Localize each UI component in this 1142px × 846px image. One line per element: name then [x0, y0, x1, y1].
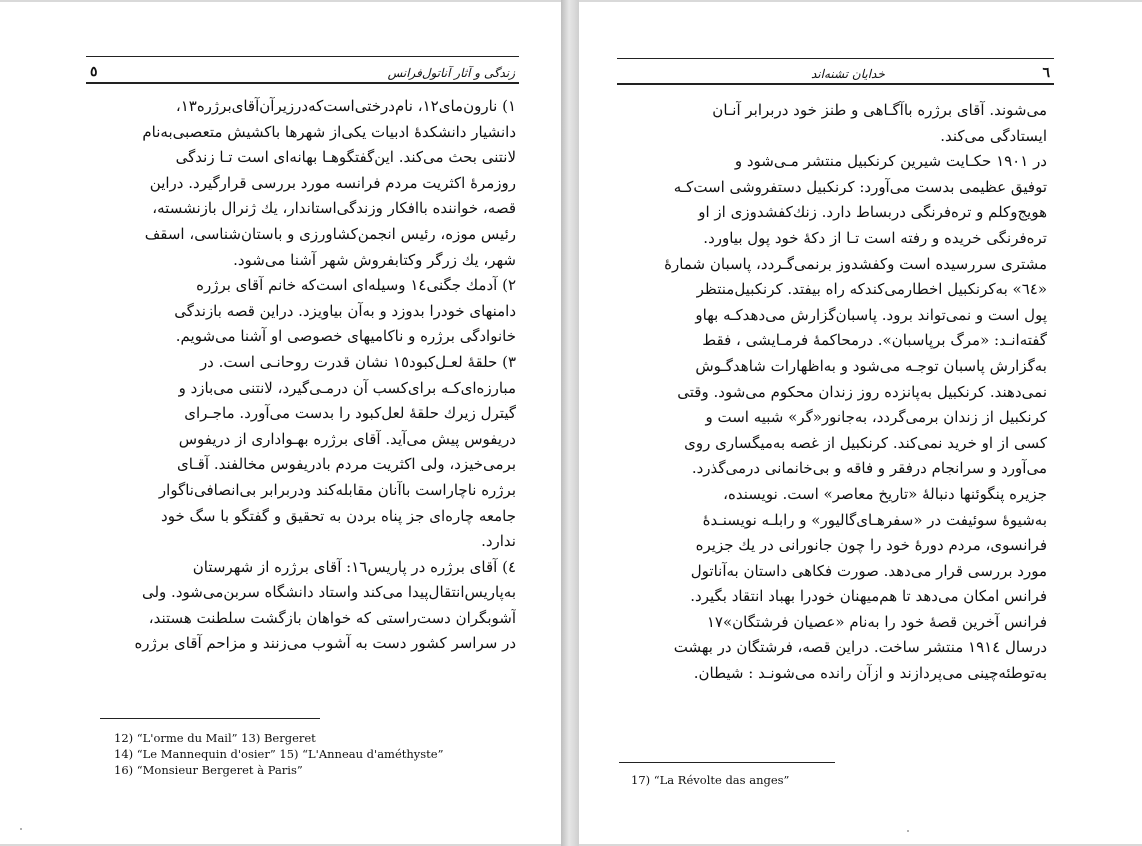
text-line: مورد بررسی قرار می‌دهد. صورت فکاهی داستان به‌آناتول [690, 561, 1047, 580]
header-rule-top [617, 58, 1054, 59]
text-line: برمی‌خیزد، ولی اکثریت مردم بادریفوس مخالفند. آقـای [177, 455, 516, 474]
text-line: فرانسوی، مردم دورهٔ خود را چون جانورانی در یك جزیره [695, 536, 1047, 555]
text-line: گفته‌انـد: «مرگ برپاسبان». درمحاکمهٔ فرمـایشی ، فقط [702, 331, 1047, 350]
text-line: «٦٤» به‌کرنکبیل اخطارمی‌کندکه راه بیفتد. کرنکبیل‌منتظر [696, 280, 1047, 299]
text-line: مبارزه‌ای‌کـه برای‌کسب آن درمـی‌گیرد، لانتنی می‌بازد و [178, 378, 516, 397]
header-rule-top [86, 56, 519, 57]
text-line: روزمرهٔ اکثریت مردم فرانسه مورد بررسی قرار‌گیرد. دراین [149, 173, 516, 192]
footnote-rule [619, 762, 835, 763]
footnote: 16) “Monsieur Bergeret à Paris” [114, 763, 303, 777]
text-line: دریفوس پیش می‌آید. آقای برژره بهـواداری از دریفوس [178, 429, 516, 448]
text-line: جزیره پنگوئنها دنبالهٔ «تاریخ معاصر» است. نویسنده، [723, 484, 1047, 503]
text-line: آشوبگران دست‌راستی که خواهان بازگشت سلطنت هستند، [148, 608, 516, 627]
text-line: مشتری سررسیده است وکفشدوز برنمی‌گـردد، پاسبان شمارهٔ [664, 254, 1047, 273]
text-line: تره‌فرنگی خریده و رفته است تـا از دکهٔ خود پول بیاورد. [703, 228, 1047, 247]
text-line: به‌پاریس‌انتقال‌پیدا می‌کند واستاد دانشگاه سربن‌می‌شود. ولی [141, 583, 516, 602]
body-text [623, 98, 1047, 687]
body-text [92, 94, 516, 657]
book-gutter [561, 0, 579, 846]
text-line: کرنکبیل از زندان برمی‌گردد، به‌جانور«گر» شبیه است و [705, 408, 1047, 427]
text-line: به‌گزارش پاسبان توجـه می‌شود و به‌اظهارات شاهدگـوش [695, 356, 1047, 375]
text-line: در سراسر کشور دست به آشوب می‌زنند و مزاحم آقای برژره [134, 634, 516, 653]
right-page [579, 2, 1142, 844]
footnotes [631, 772, 931, 788]
text-line: می‌شوند. آقای برژره باآگـاهی و طنز خود دربرابر آنـان [712, 101, 1047, 119]
text-line: دانشیار دانشکدهٔ ادبیات یکی‌از شهرها باکشیش متعصبی‌به‌نام [142, 122, 516, 141]
text-line: ١) نارون‌مای١٢، نام‌درختی‌است‌که‌درزیرآن‌آقای‌برژره١٣، [175, 97, 516, 115]
running-header [617, 60, 1054, 82]
scan-speck [20, 828, 22, 830]
text-line: هویج‌وکلم و تره‌فرنگی دربساط دارد. زنك‌کفشدوزی از او [698, 203, 1047, 222]
text-line: پول است و نمی‌تواند برود. پاسبان‌گزارش می‌دهدکـه بهاو [695, 305, 1047, 324]
left-page [0, 2, 561, 844]
footnotes [114, 730, 534, 778]
page-number: ٥ [90, 64, 98, 80]
text-line: گیترل زیرك حلقهٔ لعل‌کبود را بدست می‌آورد. ماجـرای [184, 404, 516, 423]
running-header [86, 59, 519, 81]
text-line: کسی از او خرید نمی‌کند. کرنکبیل از غصه به‌میگساری روی [684, 433, 1047, 452]
text-line: درسال ١٩١٤ منتشر ساخت. دراین قصه، فرشتگان در بهشت [673, 638, 1047, 657]
header-rule-bottom [617, 83, 1054, 85]
scan-speck [907, 830, 909, 832]
footnote: 17) “La Révolte das anges” [631, 773, 790, 787]
footnote: 12) “L'orme du Mail” 13) Bergeret [114, 731, 316, 745]
text-line: قصه، خواننده باافکار وزندگی‌استاندار، یك ژنرال بازنشسته، [152, 199, 516, 218]
text-line: فرانس امکان می‌دهد تا هم‌میهنان خودرا بهباد انتقاد بگیرد. [690, 587, 1047, 606]
text-line: لانتنی بحث می‌کند. این‌گفتگوهـا بهانه‌ای است تـا زندگی [175, 148, 516, 167]
running-head-title: زندگی و آثار آناتول‌فرانس [387, 66, 515, 80]
running-head-title: خدایان تشنه‌اند [811, 67, 885, 81]
text-line: ندارد. [481, 532, 516, 551]
text-line: خانوادگی برژره و ناکامیهای خصوصی او آشنا می‌شویم. [175, 327, 516, 346]
text-line: برژره ناچاراست باآنان مقابله‌کند ودربرابر بی‌انصافی‌ناگوار [158, 480, 516, 499]
text-line: شهر، یك زرگر وکتابفروش شهر آشنا می‌شود. [233, 250, 516, 269]
text-line: در ١٩٠١ حکـایت شیرین کرنکبیل منتشر مـی‌شود و [734, 152, 1047, 171]
text-line: ٢) آدمك جگنی١٤ وسیله‌ای است‌که خانم آقای برژره [196, 276, 516, 295]
text-line: ایستادگی می‌کند. [940, 126, 1047, 145]
text-line: به‌توطئه‌چینی می‌پردازند و ازآن رانده می‌شونـد : شیطان. [693, 664, 1047, 683]
text-line: رئیس موزه، رئیس انجمن‌کشاورزی و باستان‌شناسی، اسقف [144, 224, 516, 243]
header-rule-bottom [86, 82, 519, 84]
text-line: می‌آورد و سرانجام درفقر و فاقه و بی‌خانمانی درمی‌گذرد. [691, 459, 1047, 478]
page-number: ٦ [1042, 65, 1050, 81]
text-line: جامعه چاره‌ای جز پناه بردن به تحقیق و گفتگو با سگ خود [161, 506, 516, 525]
text-line: دامنهای خودرا بدوزد و به‌آن بیاویزد. دراین قصه بازندگی [174, 301, 516, 320]
text-line: ٣) حلقهٔ لعـل‌کبود١٥ نشان قدرت روحانـی است. در [199, 352, 516, 371]
text-line: نمی‌دهند. کرنکبیل به‌پانزده روز زندان محکوم می‌شود. وقتی [677, 382, 1047, 401]
footnote: 14) “Le Mannequin d'osier” 15) “L'Anneau d'améthyste” [114, 747, 444, 761]
text-line: به‌شیوهٔ سوئیفت در «سفرهـای‌گالیور» و رابلـه نویسنـدهٔ [702, 510, 1047, 529]
text-line: ٤) آقای برژره در پاریس١٦: آقای برژره از شهرستان [192, 557, 516, 576]
text-line: فرانس آخرین قصهٔ خود را به‌نام «عصیان فرشتگان»١٧ [706, 612, 1047, 631]
text-line: توفیق عظیمی بدست می‌آورد: کرنکبیل دستفروشی است‌کـه [673, 177, 1047, 196]
footnote-rule [100, 718, 320, 719]
